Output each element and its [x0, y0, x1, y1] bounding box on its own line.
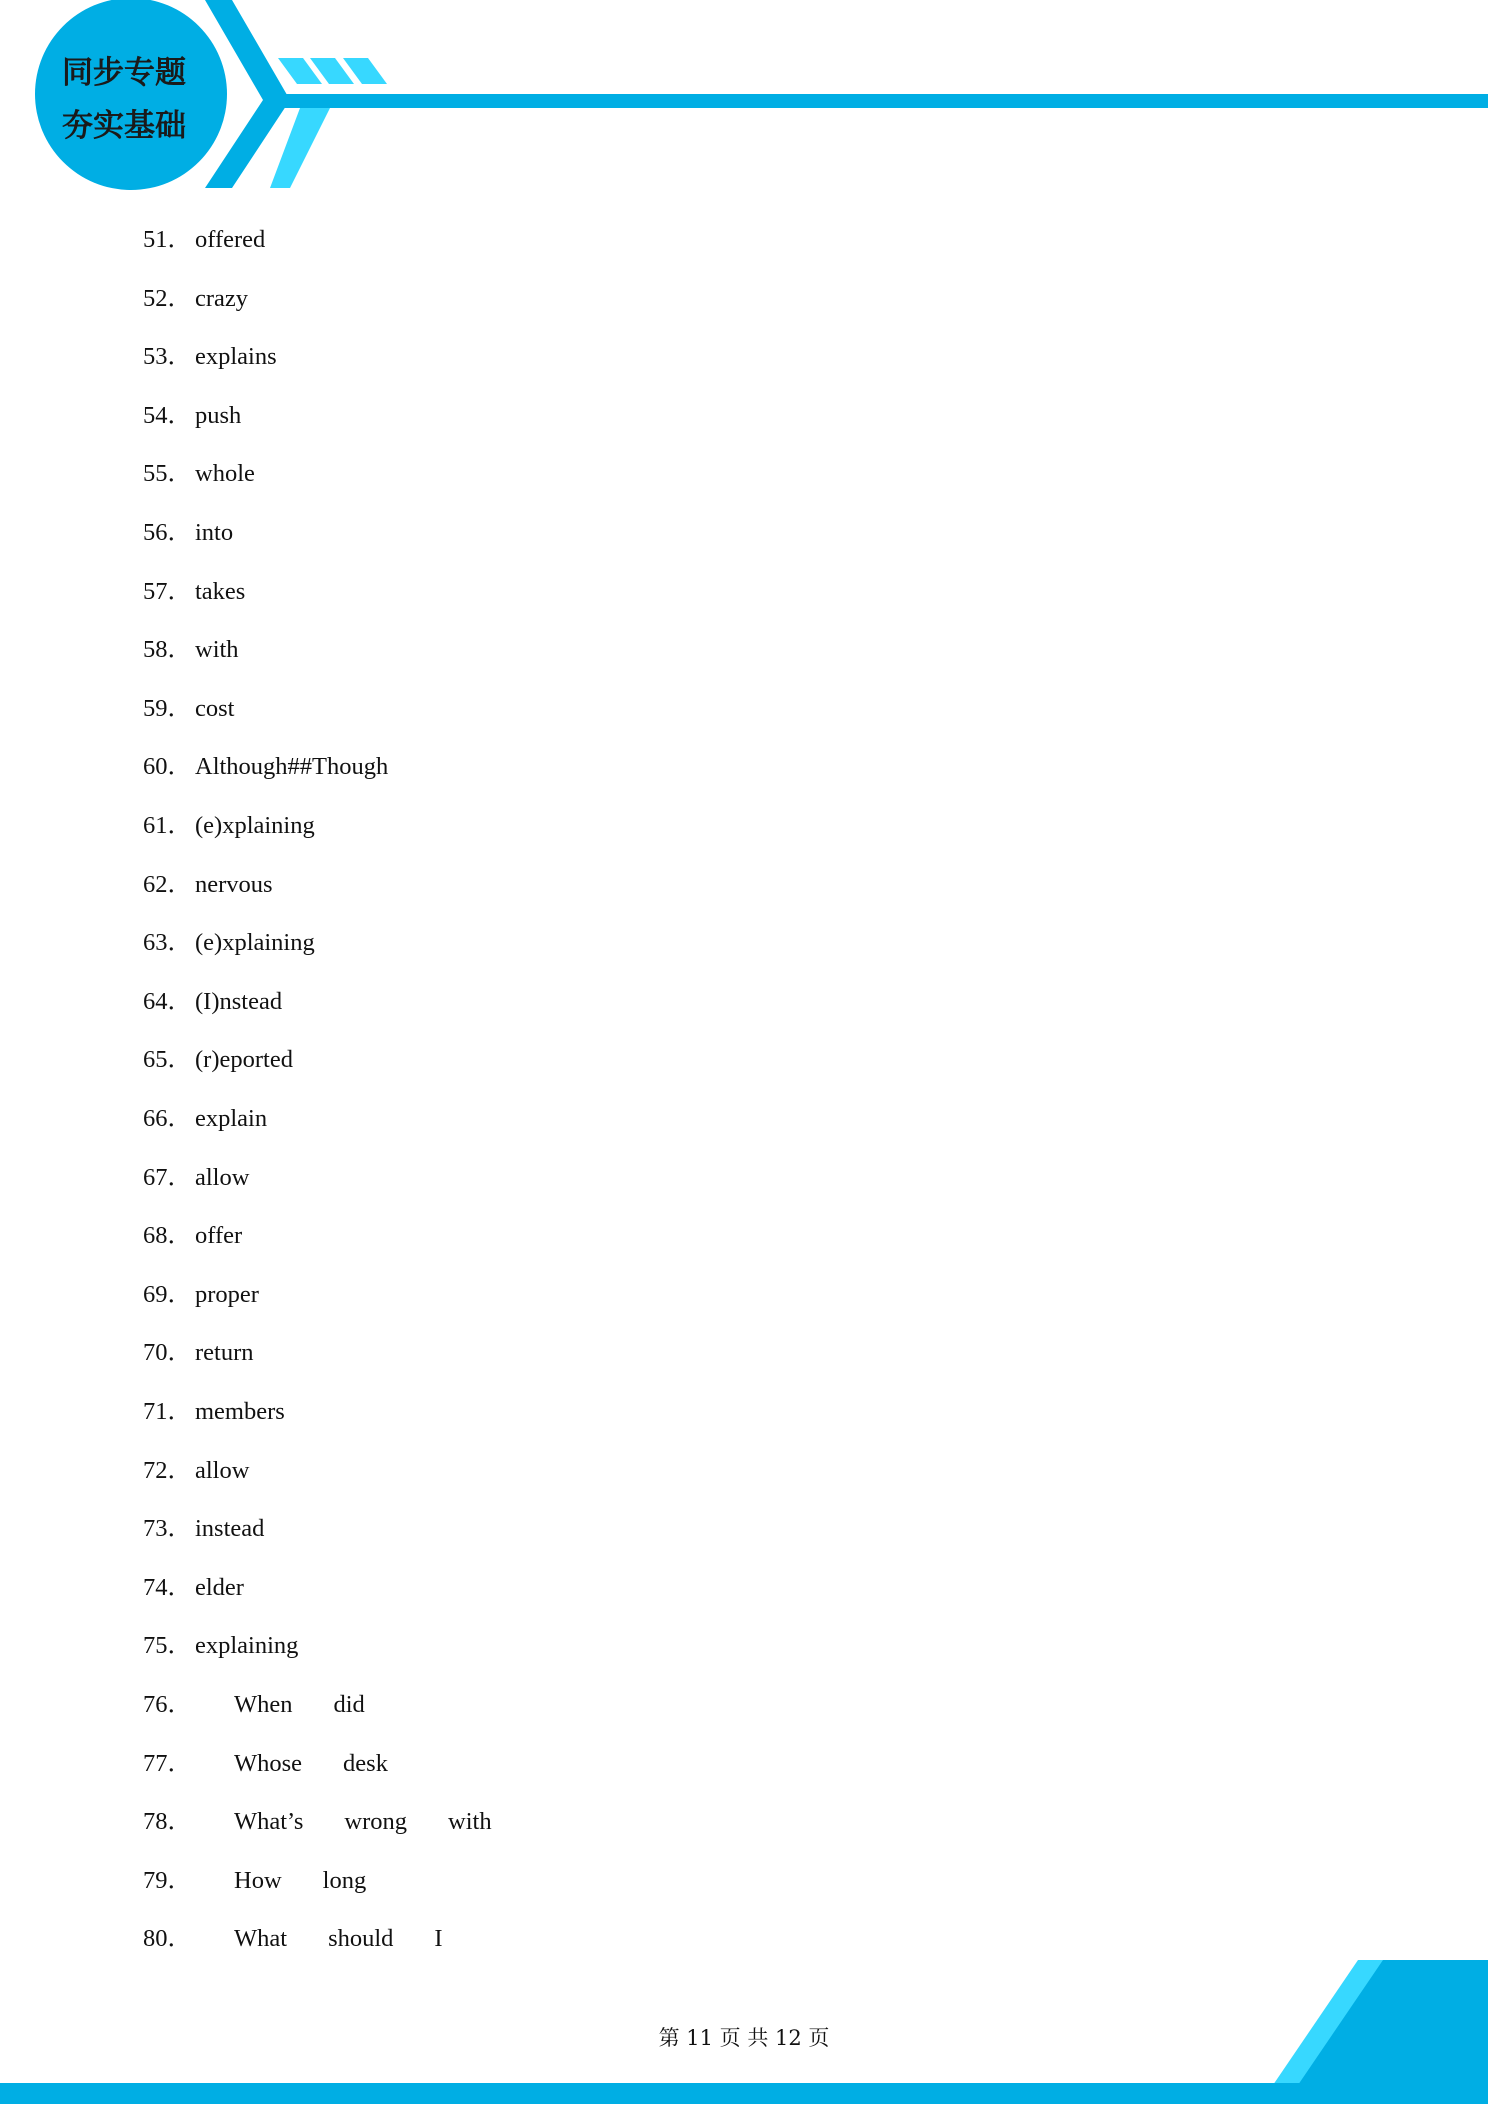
badge-line1: 同步专题	[62, 55, 186, 91]
answer-text: with	[195, 636, 239, 664]
answer-word: desk	[343, 1749, 388, 1777]
answer-row	[0, 1392, 900, 1432]
answer-text: explains	[195, 343, 277, 371]
answer-text: (I)nstead	[195, 987, 283, 1015]
answer-number: 60．	[143, 753, 192, 781]
answer-words	[234, 1861, 407, 1901]
answer-number: 74．	[143, 1573, 192, 1601]
answer-number: 76．	[143, 1691, 192, 1718]
answer-row	[0, 1451, 900, 1491]
answer-row	[0, 220, 900, 260]
header-bar	[270, 94, 1488, 108]
answer-text: nervous	[195, 870, 273, 898]
answer-word: How	[234, 1866, 282, 1894]
answer-text: allow	[195, 1456, 250, 1484]
answer-row	[0, 1919, 900, 1959]
answer-number: 69．	[143, 1280, 192, 1308]
header-badge-circle	[35, 0, 227, 190]
answer-text: into	[195, 519, 234, 546]
answer-number: 58．	[143, 636, 192, 664]
answer-word: did	[333, 1691, 365, 1718]
answer-number: 78．	[143, 1808, 192, 1836]
answer-words	[234, 1802, 533, 1842]
answer-text: Although##Though	[195, 753, 389, 781]
answer-word: What	[234, 1925, 288, 1953]
answer-word: should	[328, 1925, 394, 1953]
answer-row	[0, 572, 900, 612]
answer-word: wrong	[344, 1808, 408, 1836]
answer-text: return	[195, 1339, 254, 1367]
answer-word: with	[448, 1808, 492, 1836]
answer-text: (e)xplaining	[195, 929, 315, 957]
answer-number: 80．	[143, 1925, 192, 1953]
answer-row	[0, 1626, 900, 1666]
answer-words	[234, 1744, 429, 1784]
answer-text: (e)xplaining	[195, 812, 315, 839]
answer-word: What’s	[234, 1808, 304, 1836]
answer-row	[0, 454, 900, 494]
answer-row	[0, 1802, 900, 1842]
answer-row	[0, 1275, 900, 1315]
answer-row	[0, 1216, 900, 1256]
answer-number: 72．	[143, 1456, 192, 1484]
answer-row	[0, 1158, 900, 1198]
answer-row	[0, 982, 900, 1022]
answer-number: 79．	[143, 1866, 192, 1894]
answer-row	[0, 923, 900, 963]
answer-text: takes	[195, 577, 246, 605]
answer-number: 64．	[143, 987, 192, 1015]
answer-row	[0, 396, 900, 436]
answer-number: 52．	[143, 284, 192, 312]
header-banner	[0, 0, 1488, 200]
answer-number: 77．	[143, 1749, 192, 1777]
answer-row	[0, 747, 900, 787]
answer-number: 57．	[143, 577, 192, 605]
answer-number: 62．	[143, 870, 192, 898]
answer-text: proper	[195, 1280, 259, 1308]
answer-number: 54．	[143, 401, 192, 429]
answer-text: crazy	[195, 284, 249, 312]
answer-words	[234, 1919, 484, 1959]
answer-text: members	[195, 1398, 285, 1425]
answer-number: 66．	[143, 1105, 192, 1132]
answer-number: 51．	[143, 226, 192, 253]
answer-row	[0, 806, 900, 846]
answer-text: elder	[195, 1573, 244, 1601]
answer-number: 59．	[143, 694, 192, 722]
answer-number: 55．	[143, 460, 192, 488]
answer-row	[0, 1685, 900, 1725]
answer-text: offer	[195, 1222, 243, 1250]
answer-number: 65．	[143, 1046, 192, 1074]
answer-row	[0, 1040, 900, 1080]
answer-row	[0, 337, 900, 377]
badge-line2: 夯实基础	[62, 108, 186, 144]
answer-row	[0, 1509, 900, 1549]
answer-row	[0, 630, 900, 670]
answer-text: explaining	[195, 1632, 299, 1660]
answer-row	[0, 279, 900, 319]
answer-row	[0, 1099, 900, 1139]
answer-number: 75．	[143, 1632, 192, 1660]
answer-number: 70．	[143, 1339, 192, 1367]
answer-words	[234, 1685, 406, 1725]
answer-row	[0, 1861, 900, 1901]
page-number: 第 11 页 共 12 页	[658, 2026, 830, 2050]
header-chevron-accent	[270, 108, 330, 188]
answer-number: 56．	[143, 519, 192, 546]
answer-number: 63．	[143, 929, 192, 957]
answer-row	[0, 1568, 900, 1608]
answer-word: I	[434, 1925, 443, 1953]
answer-number: 67．	[143, 1163, 192, 1191]
answer-text: offered	[195, 226, 266, 253]
answer-text: allow	[195, 1163, 250, 1191]
answer-row	[0, 513, 900, 553]
answer-word: long	[322, 1866, 367, 1894]
answer-number: 61．	[143, 812, 192, 839]
answer-text: whole	[195, 460, 255, 488]
answer-word: When	[234, 1691, 293, 1718]
footer-bar	[0, 2083, 1488, 2104]
answer-text: explain	[195, 1105, 268, 1132]
answer-number: 73．	[143, 1515, 192, 1543]
answer-row	[0, 1744, 900, 1784]
answer-text: instead	[195, 1515, 265, 1543]
answer-number: 53．	[143, 343, 192, 371]
answer-text: (r)eported	[195, 1046, 293, 1074]
answer-row	[0, 865, 900, 905]
answer-word: Whose	[234, 1749, 303, 1777]
answer-text: push	[195, 401, 242, 429]
answer-text: cost	[195, 694, 235, 722]
answer-row	[0, 689, 900, 729]
answer-row	[0, 1333, 900, 1373]
answer-number: 71．	[143, 1398, 192, 1425]
answer-number: 68．	[143, 1222, 192, 1250]
